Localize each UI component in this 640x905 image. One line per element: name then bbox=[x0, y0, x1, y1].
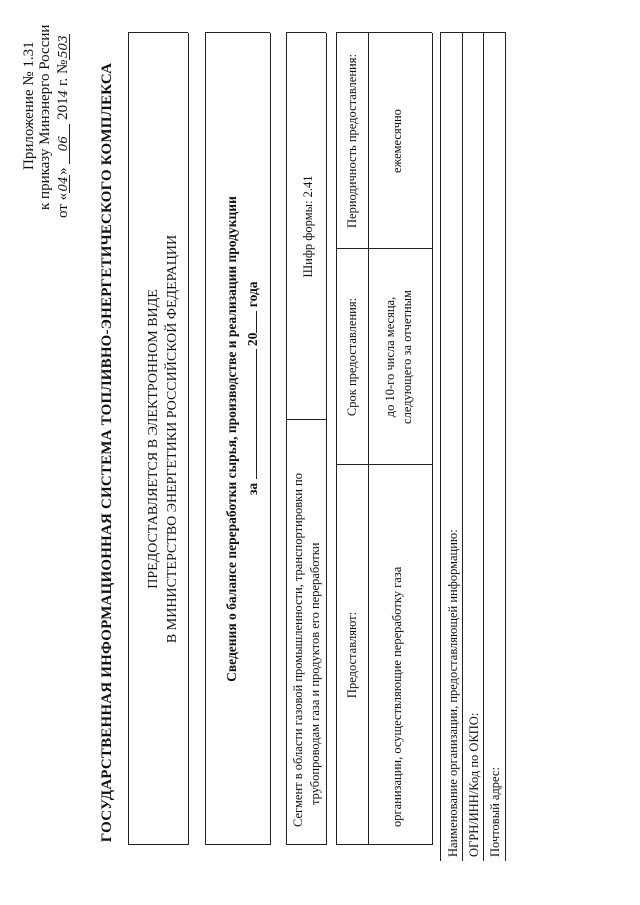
box3-top-border bbox=[286, 33, 287, 845]
header-deadline: Срок предоставления: bbox=[345, 297, 359, 417]
org-row1-border bbox=[462, 33, 463, 861]
appendix-year-digit: 4 bbox=[56, 89, 70, 98]
box3-left-border bbox=[286, 844, 326, 845]
box2-top-border bbox=[205, 33, 206, 845]
submission-line1: ПРЕДОСТАВЛЯЕТСЯ В ЭЛЕКТРОННОМ ВИДЕ bbox=[146, 289, 161, 589]
form-period-month-blank bbox=[256, 349, 257, 479]
segment-text-line2: трубопроводам газа и продуктов его переработки bbox=[308, 542, 322, 805]
org-row2-border bbox=[483, 33, 484, 861]
box3-bottom-border bbox=[326, 33, 327, 845]
cell-deadline-line2: следующего за отчетным bbox=[400, 290, 414, 424]
box1-top-border bbox=[128, 33, 129, 845]
org-address-label: Почтовый адрес: bbox=[488, 767, 502, 857]
form-cipher: Шифр формы: 2.41 bbox=[301, 175, 315, 278]
segment-text-line1: Сегмент в области газовой промышленности, транспортировки по bbox=[291, 473, 305, 827]
submission-line2: В МИНИСТЕРСТВО ЭНЕРГЕТИКИ РОССИЙСКОЙ ФЕДЕРАЦИИ bbox=[165, 234, 180, 644]
box2-bottom-border bbox=[270, 33, 271, 845]
appendix-year-suffix: г. № bbox=[55, 59, 71, 90]
appendix-month: 06 bbox=[57, 124, 70, 164]
system-title: ГОСУДАРСТВЕННАЯ ИНФОРМАЦИОННАЯ СИСТЕМА ТОПЛИВНО-ЭНЕРГЕТИЧЕСКОГО КОМПЛЕКСА bbox=[99, 62, 115, 843]
org-ogrn-label: ОГРН/ИНН/Код по ОКПО: bbox=[467, 712, 481, 857]
org-name-label: Наименование организации, предоставляющей информацию: bbox=[446, 529, 460, 857]
header-periodicity: Периодичность предоставления: bbox=[345, 54, 359, 228]
form-title: Сведения о балансе переработки сырья, производстве и реализации продукции bbox=[224, 196, 239, 682]
appendix-year-prefix: 201 bbox=[55, 97, 71, 120]
appendix-order-number: 503 bbox=[56, 35, 70, 59]
table-bottom-border bbox=[432, 33, 433, 845]
form-period bbox=[246, 281, 260, 495]
appendix-day: 04 bbox=[56, 176, 70, 192]
appendix-date bbox=[55, 35, 71, 218]
table-top-border bbox=[336, 33, 337, 845]
header-providers: Предоставляют: bbox=[345, 611, 359, 699]
table-header-border bbox=[368, 33, 369, 845]
appendix-number: Приложение № 1.31 bbox=[21, 41, 37, 170]
form-period-year-prefix: 20 bbox=[245, 332, 260, 347]
appendix-from-prefix: от « bbox=[55, 192, 71, 218]
form-period-year-blank bbox=[256, 311, 257, 333]
org-right-border bbox=[440, 32, 506, 33]
org-bottom-border bbox=[505, 33, 506, 861]
form-period-year-word: года bbox=[245, 281, 260, 308]
appendix-order: к приказу Минэнерго России bbox=[37, 24, 53, 210]
cell-providers: организации, осуществляющие переработку газа bbox=[390, 566, 404, 827]
cell-periodicity: ежемесячно bbox=[390, 109, 404, 173]
form-period-za: за bbox=[245, 482, 260, 495]
org-top-border bbox=[440, 33, 441, 861]
box1-bottom-border bbox=[188, 33, 189, 845]
cell-deadline-line1: до 10-го числа месяца, bbox=[383, 296, 397, 418]
appendix-day-close: » bbox=[55, 167, 71, 175]
